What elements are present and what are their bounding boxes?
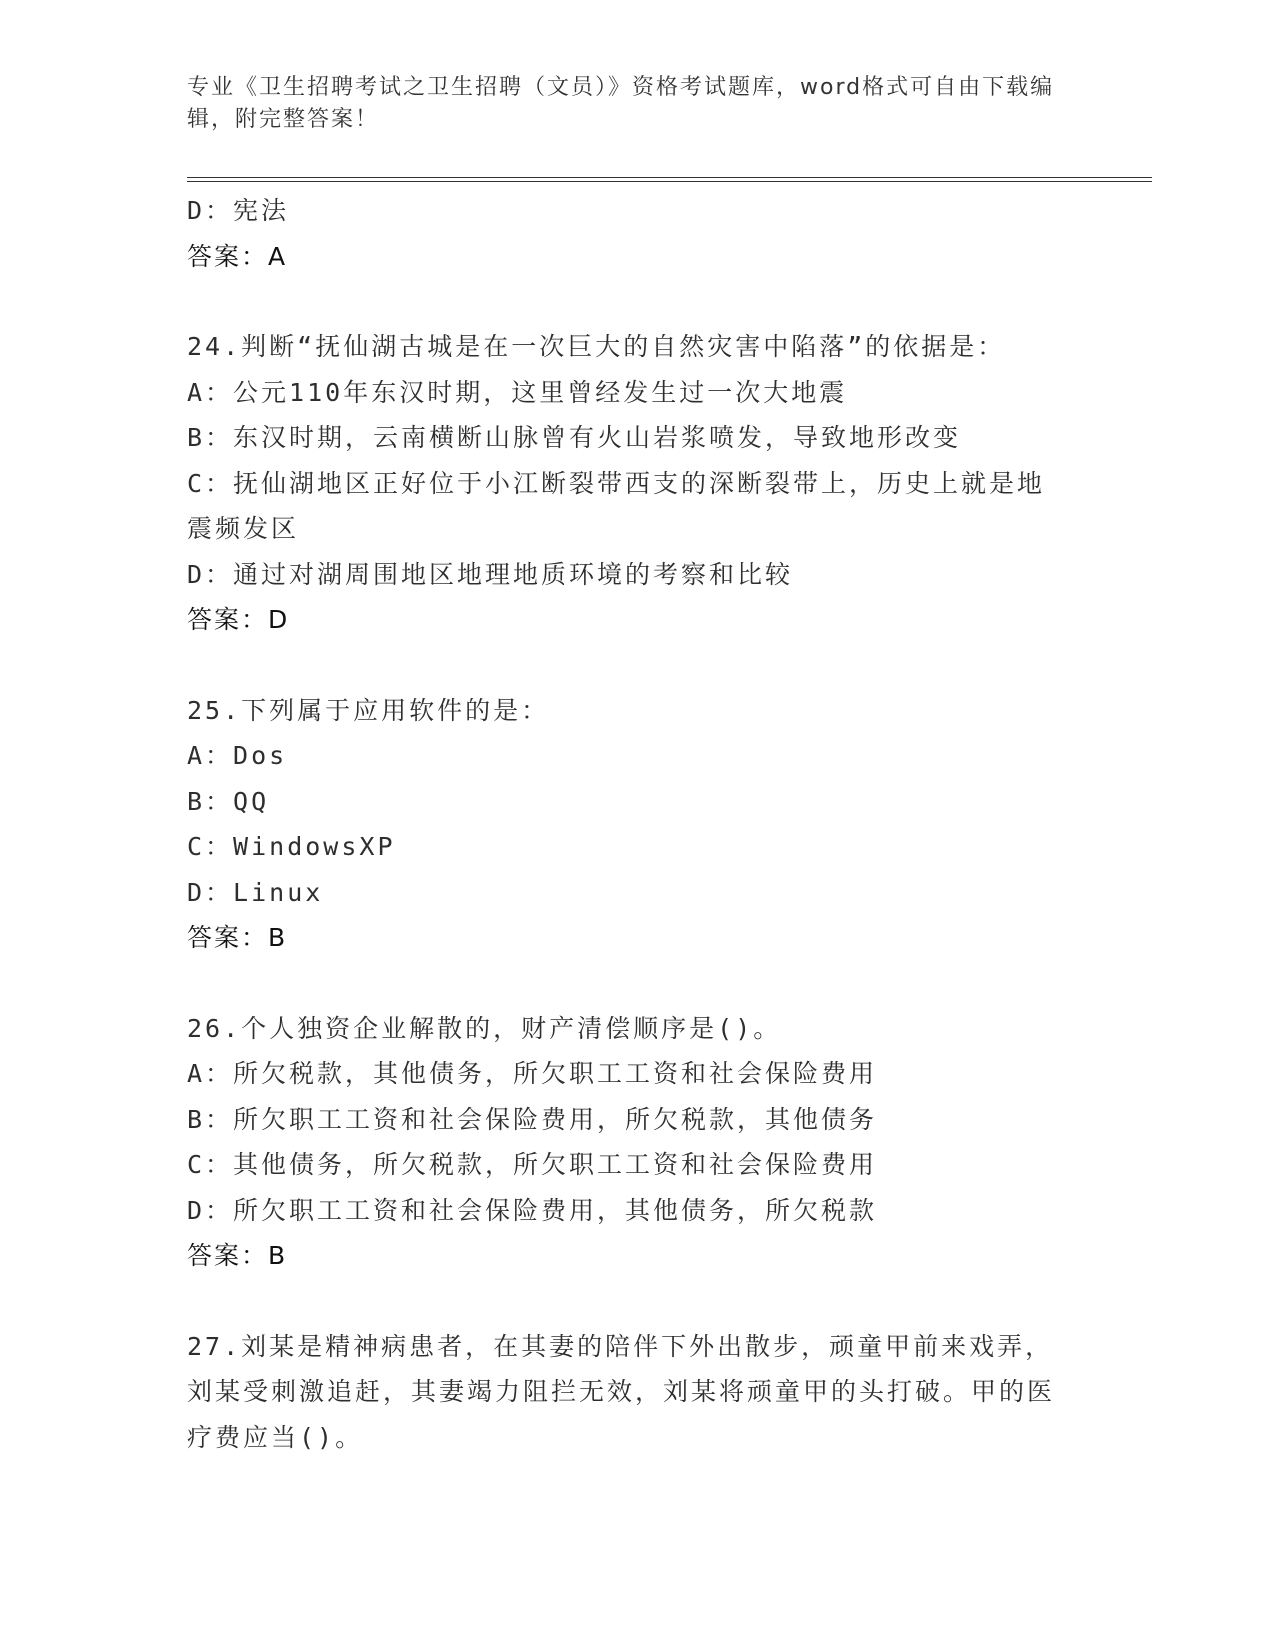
option-line: D：所欠职工工资和社会保险费用，其他债务，所欠税款 xyxy=(187,1195,878,1225)
question-block-27 xyxy=(187,1324,1067,1461)
option-line: A：所欠税款，其他债务，所欠职工工资和社会保险费用 xyxy=(187,1059,878,1088)
spacer xyxy=(187,961,1067,1006)
spacer xyxy=(187,1279,1067,1324)
spacer xyxy=(187,279,1067,324)
option-line: D：宪法 xyxy=(187,196,290,225)
question-stem: 27.刘某是精神病患者，在其妻的陪伴下外出散步，顽童甲前来戏弄，刘某受刺激追赶，其妻竭力阻拦无效，刘某将顽童甲的头打破。甲的医疗费应当()。 xyxy=(187,1331,1056,1452)
question-stem: 24.判断“抚仙湖古城是在一次巨大的自然灾害中陷落”的依据是： xyxy=(187,332,1006,361)
option-line: C：其他债务，所欠税款，所欠职工工资和社会保险费用 xyxy=(187,1150,878,1179)
question-stem: 25.下列属于应用软件的是： xyxy=(187,695,550,725)
answer-line: 答案：A xyxy=(187,241,288,271)
question-block-25 xyxy=(187,688,1067,961)
option-line: A：公元110年东汉时期，这里曾经发生过一次大地震 xyxy=(187,377,848,407)
question-block-26 xyxy=(187,1006,1067,1279)
spacer xyxy=(187,643,1067,688)
answer-line: 答案：D xyxy=(187,605,290,634)
option-line: C：抚仙湖地区正好位于小江断裂带西支的深断裂带上，历史上就是地震频发区 xyxy=(187,468,1046,543)
option-line: B：东汉时期，云南横断山脉曾有火山岩浆喷发，导致地形改变 xyxy=(187,423,962,452)
option-line: B：QQ xyxy=(187,786,270,816)
question-block-24 xyxy=(187,324,1067,643)
option-line: A：Dos xyxy=(187,741,288,770)
page-header: 专业《卫生招聘考试之卫生招聘（文员）》资格考试题库，word格式可自由下载编辑，附完整答案！ xyxy=(187,75,1055,132)
document-body xyxy=(187,188,1067,1460)
question-block-continued xyxy=(187,188,1067,279)
option-line: D：通过对湖周围地区地理地质环境的考察和比较 xyxy=(187,559,794,589)
option-line: C：WindowsXP xyxy=(187,832,396,861)
answer-line: 答案：B xyxy=(187,923,288,952)
answer-line: 答案：B xyxy=(187,1241,288,1270)
option-line: B：所欠职工工资和社会保险费用，所欠税款，其他债务 xyxy=(187,1104,878,1134)
question-stem: 26.个人独资企业解散的，财产清偿顺序是()。 xyxy=(187,1013,782,1043)
header-divider xyxy=(187,177,1152,182)
option-line: D：Linux xyxy=(187,877,324,907)
